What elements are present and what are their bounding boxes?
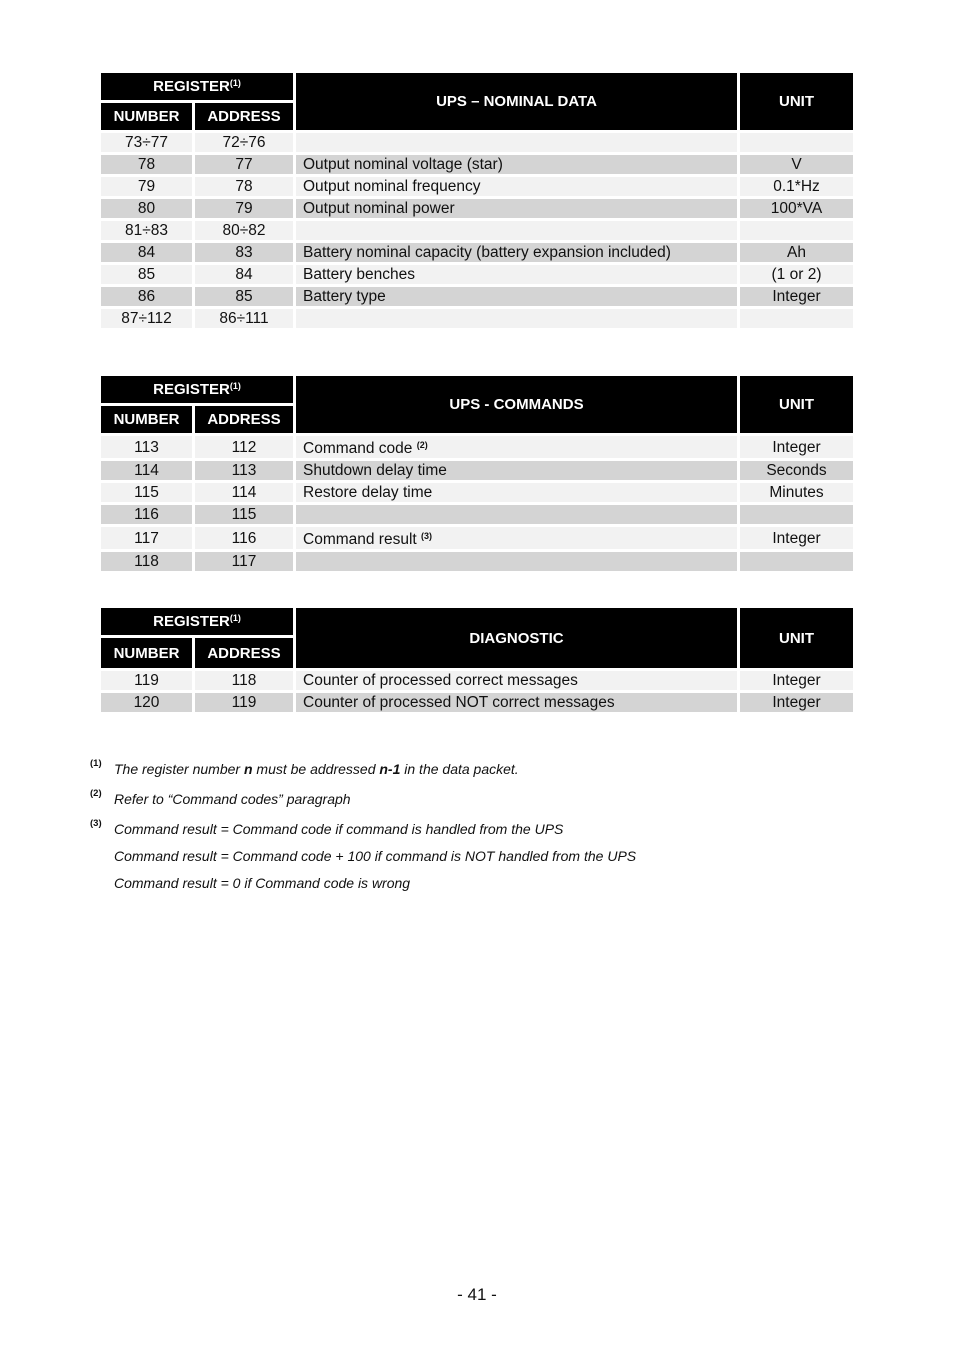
table-row — [101, 221, 853, 240]
table-row — [101, 552, 853, 571]
footnote-text: Refer to “Command codes” paragraph — [114, 791, 351, 807]
unit — [740, 505, 853, 524]
description: Battery nominal capacity (battery expansion included) — [296, 243, 737, 262]
register-address: 116 — [195, 527, 293, 549]
footnote-ref: (3) — [421, 531, 433, 541]
unit — [740, 552, 853, 571]
unit: V — [740, 155, 853, 174]
table-row — [101, 155, 853, 174]
register-number: 79 — [101, 177, 192, 196]
description: Command code $^{(2)}$ — [296, 436, 737, 458]
description: Counter of processed NOT correct messages — [296, 693, 737, 712]
table-row — [101, 461, 853, 480]
footnote-text: The register number n must be addressed n-1 in the data packet. — [114, 761, 519, 777]
table-row — [101, 199, 853, 218]
register-address: 79 — [195, 199, 293, 218]
section-title: DIAGNOSTIC — [296, 608, 737, 668]
register-number: 84 — [101, 243, 192, 262]
unit: Integer — [740, 436, 853, 458]
register-number: 117 — [101, 527, 192, 549]
number-header: NUMBER — [101, 406, 192, 433]
description: Output nominal frequency — [296, 177, 737, 196]
address-header: ADDRESS — [195, 103, 293, 130]
register-address: 84 — [195, 265, 293, 284]
register-address: 85 — [195, 287, 293, 306]
footnote-text: Command result = Command code + 100 if command is NOT handled from the UPS — [114, 848, 637, 864]
description: Battery benches — [296, 265, 737, 284]
unit — [740, 221, 853, 240]
unit: Integer — [740, 671, 853, 690]
register-number: 115 — [101, 483, 192, 502]
nominal-data-table — [98, 70, 856, 331]
description: Shutdown delay time — [296, 461, 737, 480]
unit: 0.1*Hz — [740, 177, 853, 196]
table-row — [101, 671, 853, 690]
register-number: 87÷112 — [101, 309, 192, 328]
footnote-ref: (2) — [416, 440, 428, 450]
commands-table — [98, 373, 856, 574]
table-row — [101, 265, 853, 284]
register-address: 80÷82 — [195, 221, 293, 240]
unit — [740, 309, 853, 328]
register-number: 86 — [101, 287, 192, 306]
register-header: REGISTER$^{(1)}$ — [101, 73, 293, 100]
address-header: ADDRESS — [195, 406, 293, 433]
register-number: 113 — [101, 436, 192, 458]
number-header: NUMBER — [101, 103, 192, 130]
unit: Integer — [740, 527, 853, 549]
description: Output nominal power — [296, 199, 737, 218]
page-number: - 41 - — [457, 1285, 497, 1304]
section-title: UPS – NOMINAL DATA — [296, 73, 737, 130]
description — [296, 505, 737, 524]
register-address: 78 — [195, 177, 293, 196]
register-number: 118 — [101, 552, 192, 571]
register-address: 83 — [195, 243, 293, 262]
register-address: 113 — [195, 461, 293, 480]
register-address: 72÷76 — [195, 133, 293, 152]
description — [296, 133, 737, 152]
table-row — [101, 436, 853, 458]
footnote-text: Command result = 0 if Command code is wrong — [114, 875, 411, 891]
register-number: 80 — [101, 199, 192, 218]
description — [296, 309, 737, 328]
unit-header: UNIT — [740, 73, 853, 130]
register-number: 73÷77 — [101, 133, 192, 152]
description: Restore delay time — [296, 483, 737, 502]
unit: Integer — [740, 693, 853, 712]
table-row — [101, 527, 853, 549]
table-row — [101, 693, 853, 712]
table-row — [101, 287, 853, 306]
table-row — [101, 309, 853, 328]
unit: Seconds — [740, 461, 853, 480]
footnote-marker: (1) — [90, 758, 102, 769]
table-row — [101, 133, 853, 152]
description: Counter of processed correct messages — [296, 671, 737, 690]
description: Battery type — [296, 287, 737, 306]
table-row — [101, 177, 853, 196]
description: Output nominal voltage (star) — [296, 155, 737, 174]
table-row — [101, 505, 853, 524]
register-address: 114 — [195, 483, 293, 502]
section-title: UPS - COMMANDS — [296, 376, 737, 433]
register-header: REGISTER$^{(1)}$ — [101, 376, 293, 403]
unit-header: UNIT — [740, 608, 853, 668]
unit: Ah — [740, 243, 853, 262]
register-address: 112 — [195, 436, 293, 458]
number-header: NUMBER — [101, 638, 192, 668]
unit: 100*VA — [740, 199, 853, 218]
description: Command result $^{(3)}$ — [296, 527, 737, 549]
register-address: 117 — [195, 552, 293, 571]
register-address: 118 — [195, 671, 293, 690]
register-address: 77 — [195, 155, 293, 174]
table-row — [101, 483, 853, 502]
register-address: 86÷111 — [195, 309, 293, 328]
register-number: 119 — [101, 671, 192, 690]
description — [296, 221, 737, 240]
register-number: 120 — [101, 693, 192, 712]
table-row — [101, 243, 853, 262]
unit — [740, 133, 853, 152]
diagnostic-table — [98, 605, 856, 715]
register-number: 81÷83 — [101, 221, 192, 240]
unit: Minutes — [740, 483, 853, 502]
unit: (1 or 2) — [740, 265, 853, 284]
register-header: REGISTER$^{(1)}$ — [101, 608, 293, 635]
register-number: 85 — [101, 265, 192, 284]
unit: Integer — [740, 287, 853, 306]
register-address: 115 — [195, 505, 293, 524]
register-number: 116 — [101, 505, 192, 524]
description — [296, 552, 737, 571]
unit-header: UNIT — [740, 376, 853, 433]
register-number: 78 — [101, 155, 192, 174]
register-number: 114 — [101, 461, 192, 480]
register-address: 119 — [195, 693, 293, 712]
footnote-text: Command result = Command code if command is handled from the UPS — [114, 821, 564, 837]
footnote-marker: (2) — [90, 788, 102, 799]
address-header: ADDRESS — [195, 638, 293, 668]
footnote-marker: (3) — [90, 818, 102, 829]
